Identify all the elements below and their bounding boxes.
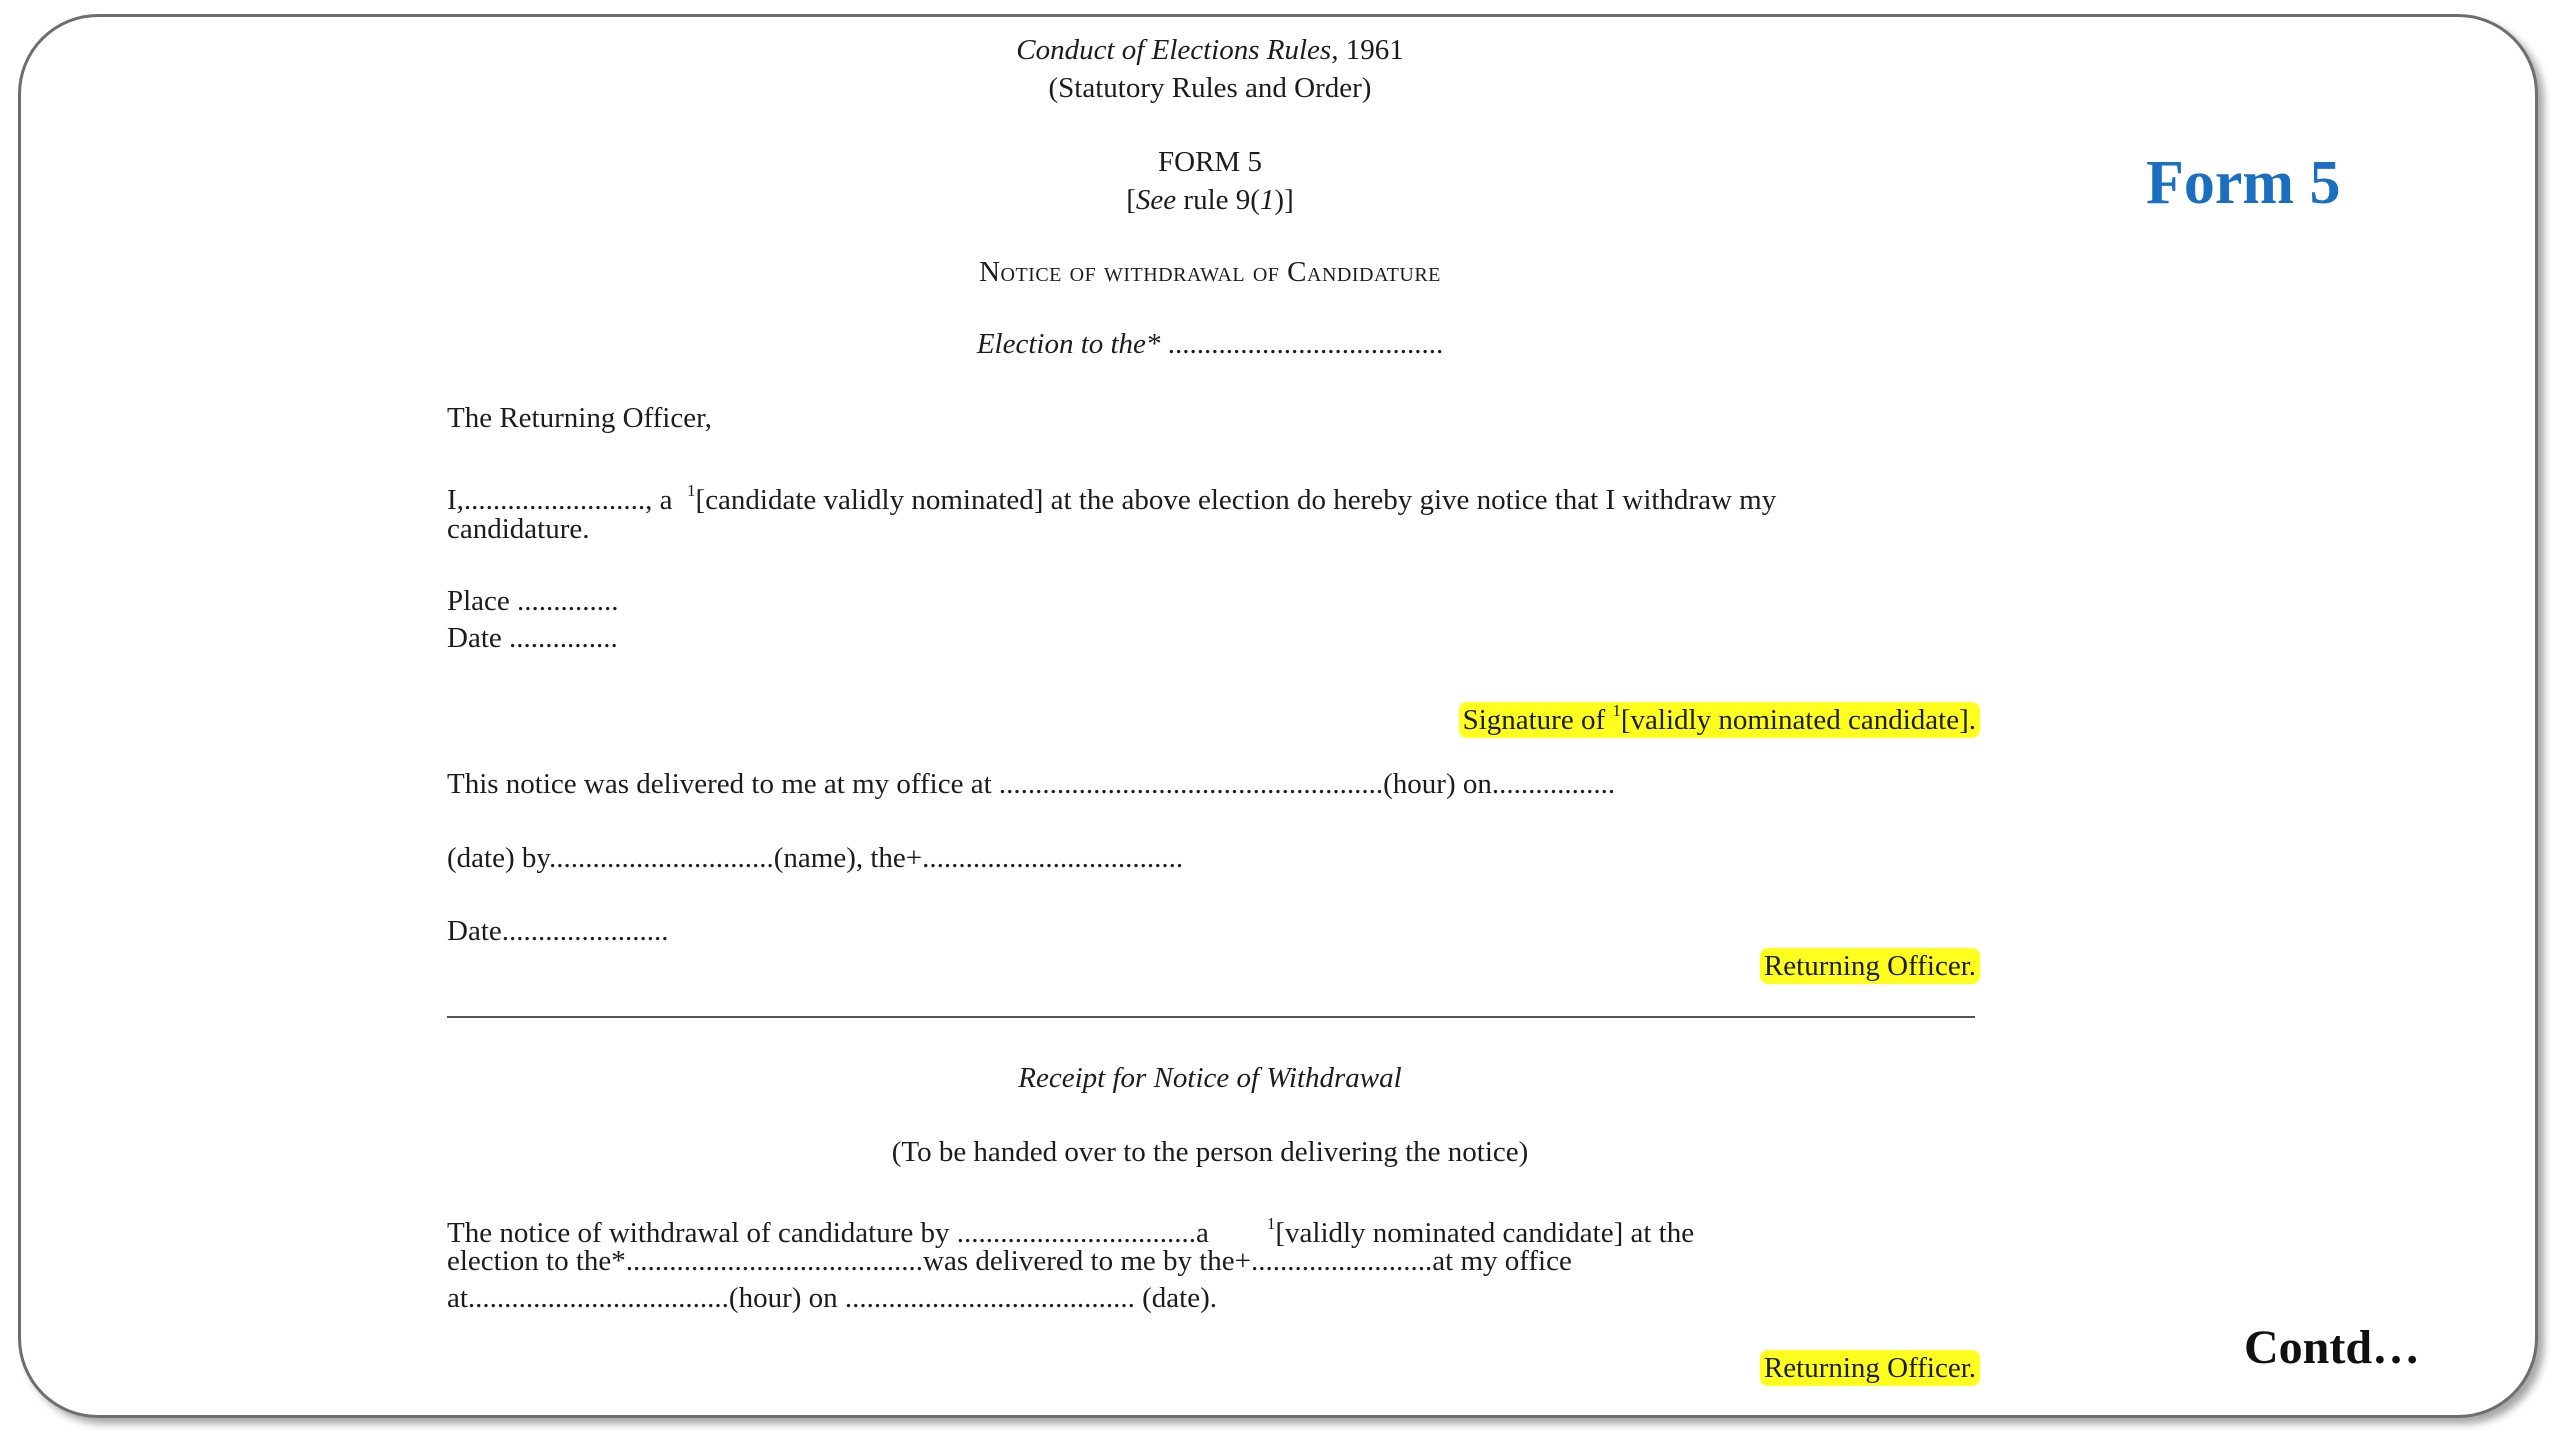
place-line: Place .............. (447, 585, 619, 617)
returning-officer-1: Returning Officer. (1760, 948, 1980, 984)
date-line: Date ............... (447, 622, 618, 654)
notice-title: Notice of withdrawal of Candidature (979, 256, 1441, 288)
delivered-line: This notice was delivered to me at my office at .....................................................(hour) on................. (447, 768, 1616, 800)
receipt-line-1: The notice of withdrawal of candidature by .................................a $^1$[validly nominated candidate] at the (447, 1214, 1695, 1249)
date-dots-line: Date....................... (447, 915, 669, 947)
rules-title: Conduct of Elections Rules, (1016, 34, 1339, 66)
signature-block (1459, 693, 1980, 738)
contd-label: Contd… (2244, 1321, 2421, 1374)
election-dots: ...................................... (1160, 328, 1444, 360)
receipt-line-3: at....................................(hour) on ........................................ (date). (447, 1282, 1218, 1314)
signature-highlight: Signature of $^1$[validly nominated candidate]. (1459, 702, 1980, 738)
receipt-subtitle: (To be handed over to the person delivering the notice) (891, 1136, 1529, 1168)
see-rule: [See rule 9(1)] (1126, 184, 1294, 216)
returning-officer-2: Returning Officer. (1760, 1350, 1980, 1386)
election-line (780, 326, 1640, 362)
rules-subtitle: (Statutory Rules and Order) (1048, 72, 1372, 104)
date-by-line: (date) by...............................(name), the+.................................... (447, 842, 1184, 874)
rules-title-line (880, 32, 1540, 68)
receipt-line-2: election to the*.........................................was delivered to me by the+.........................at my office (447, 1245, 1572, 1277)
declaration-line-2: candidature. (447, 513, 590, 545)
form-label: Form 5 (2146, 149, 2341, 217)
election-label: Election to the* (976, 328, 1161, 360)
addressee: The Returning Officer, (447, 402, 712, 434)
form-number: FORM 5 (1158, 146, 1262, 178)
receipt-title: Receipt for Notice of Withdrawal (1018, 1062, 1402, 1094)
divider-line (447, 1016, 1975, 1018)
rules-year: 1961 (1345, 34, 1404, 66)
declaration-line-1: I,........................., a $^1$[candidate validly nominated] at the above election do hereby give notice that I withdraw my (447, 481, 1777, 516)
